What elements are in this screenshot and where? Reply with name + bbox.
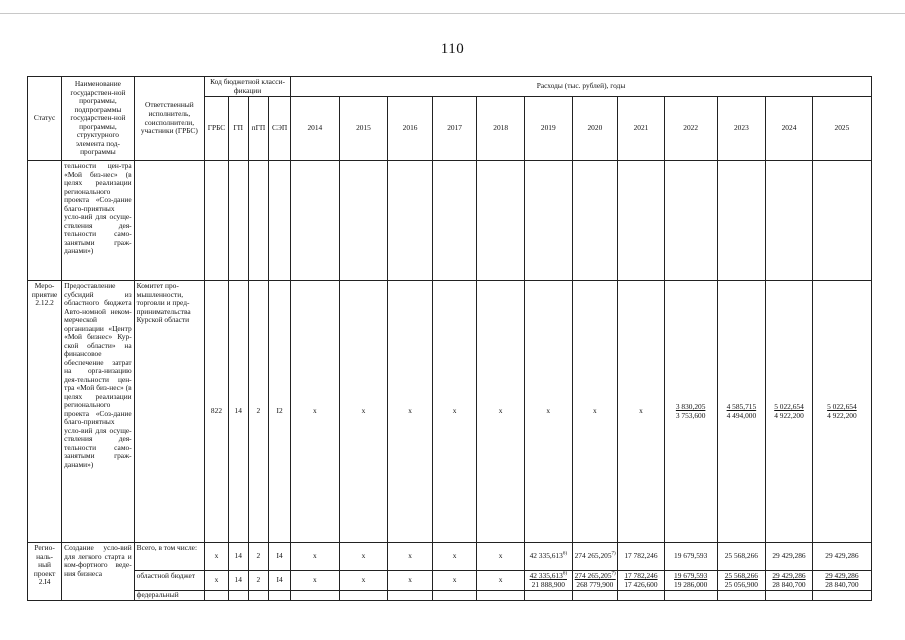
table-row	[28, 161, 872, 281]
header-status: Статус	[28, 77, 62, 161]
cell-year-2025: 29 429,286 28 840,700	[812, 571, 871, 591]
cell-year-2022: 3 830,205 3 753,600	[664, 281, 717, 543]
cell-code: 14	[228, 571, 248, 591]
header-year-2021: 2021	[618, 97, 665, 161]
cell-status: Регио-наль-ный проект 2.I4	[28, 543, 62, 601]
cell-year-value: x	[572, 281, 618, 543]
header-year-2022: 2022	[664, 97, 717, 161]
cell-executor-regional: областной бюджет	[134, 571, 204, 591]
header-budget-code: Код бюджетной класси-фикации	[205, 77, 291, 97]
cell-year-value: x	[291, 571, 340, 591]
cell-year-value: x	[388, 543, 433, 571]
cell-year-2023: 25 568,266 25 056,900	[717, 571, 766, 591]
header-code-grbs: ГРБС	[205, 97, 229, 161]
cell-code: 14	[228, 281, 248, 543]
cell-code: x	[205, 571, 229, 591]
cell-year-2024: 29 429,286	[766, 543, 813, 571]
cell-year-2019: 42 335,613$^{6)}$ 21 888,900	[524, 571, 572, 591]
cell-code: 2	[248, 543, 269, 571]
cell-executor-federal: федеральный	[134, 591, 204, 601]
header-name: Наименование государствен-ной программы, подпрограммы государствен-ной программы, структурного элемента под-программы	[62, 77, 134, 161]
header-year-2014: 2014	[291, 97, 340, 161]
cell-code: 2	[248, 281, 269, 543]
cell-year-value: x	[477, 571, 525, 591]
budget-table	[27, 76, 872, 601]
cell-year-value: x	[339, 281, 388, 543]
cell-year-2023: 4 585,715 4 494,000	[717, 281, 766, 543]
cell-code: I4	[269, 571, 291, 591]
cell-code: 2	[248, 571, 269, 591]
cell-year-value: x	[432, 281, 477, 543]
cell-status: Меро-приятие 2.12.2	[28, 281, 62, 543]
cell-year-value: x	[618, 281, 665, 543]
cell-year-2019: 42 335,613$^{6)}$	[524, 543, 572, 571]
header-year-2024: 2024	[766, 97, 813, 161]
cell-year-value: x	[432, 571, 477, 591]
table-row	[28, 281, 872, 543]
cell-year-2025: 5 022,654 4 922,200	[812, 281, 871, 543]
header-year-2025: 2025	[812, 97, 871, 161]
cell-status	[28, 161, 62, 281]
cell-executor: Комитет про-мышленности, торговли и пред-принимательства Курской области	[134, 281, 204, 543]
page-number: 110	[440, 41, 465, 57]
header-year-2016: 2016	[388, 97, 433, 161]
header-code-sep: СЭП	[269, 97, 291, 161]
header-executor: Ответственный исполнитель, соисполнители, участники (ГРБС)	[134, 77, 204, 161]
header-row-1	[28, 77, 872, 97]
header-year-2017: 2017	[432, 97, 477, 161]
cell-year-value: x	[291, 281, 340, 543]
cell-year-2020: 274 265,205$^{7)}$	[572, 543, 618, 571]
cell-year-value: x	[432, 543, 477, 571]
cell-code: I4	[269, 543, 291, 571]
header-year-2019: 2019	[524, 97, 572, 161]
cell-year-value: x	[388, 281, 433, 543]
cell-code: x	[205, 543, 229, 571]
header-code-gp: ГП	[228, 97, 248, 161]
cell-year-2020: 274 265,205$^{7)}$ 268 779,900	[572, 571, 618, 591]
cell-code: I2	[269, 281, 291, 543]
cell-executor-total: Всего, в том числе:	[134, 543, 204, 571]
header-year-2020: 2020	[572, 97, 618, 161]
cell-year-2022: 19 679,593 19 286,000	[664, 571, 717, 591]
cell-code: 822	[205, 281, 229, 543]
cell-year-2021: 17 782,246 17 426,600	[618, 571, 665, 591]
cell-year-2021: 17 782,246	[618, 543, 665, 571]
cell-year-2024: 29 429,286 28 840,700	[766, 571, 813, 591]
cell-name: Предоставление субсидий из областного бюджета Авто-номной неком-мерческой организации «Центр «Мой бизнес» Кур-ской области» на финансовое обеспечение затрат на орга-низацию дея-тельности цен-тра «Мой биз-нес» (в целях реализации регионального проекта «Соз-дание благо-приятных усло-вий для осуще-ствления дея-тельности само-занятыми граж-данами»)	[62, 281, 134, 543]
cell-year-2024: 5 022,654 4 922,200	[766, 281, 813, 543]
cell-year-2023: 25 568,266	[717, 543, 766, 571]
header-year-2023: 2023	[717, 97, 766, 161]
header-expenses: Расходы (тыс. рублей), годы	[291, 77, 872, 97]
header-year-2015: 2015	[339, 97, 388, 161]
cell-year-2022: 19 679,593	[664, 543, 717, 571]
top-rule	[0, 13, 905, 14]
cell-year-value: x	[388, 571, 433, 591]
cell-executor	[134, 161, 204, 281]
header-code-pgp: пГП	[248, 97, 269, 161]
cell-year-value: x	[477, 281, 525, 543]
header-year-2018: 2018	[477, 97, 525, 161]
cell-year-value: x	[291, 543, 340, 571]
cell-name: тельности цен-тра «Мой биз-нес» (в целях реализации регионального проекта «Соз-дание благо-приятных усло-вий для осуще-ствления дея-тельности само-занятыми граж-данами»)	[62, 161, 134, 281]
cell-year-value: x	[339, 571, 388, 591]
table-row	[28, 543, 872, 571]
table-row	[28, 571, 872, 591]
cell-year-value: x	[339, 543, 388, 571]
cell-year-value: x	[477, 543, 525, 571]
table-row	[28, 591, 872, 601]
cell-year-2025: 29 429,286	[812, 543, 871, 571]
cell-year-value: x	[524, 281, 572, 543]
cell-code: 14	[228, 543, 248, 571]
cell-name: Создание усло-вий для легкого старта и ком-фортного веде-ния бизнеса	[62, 543, 134, 601]
